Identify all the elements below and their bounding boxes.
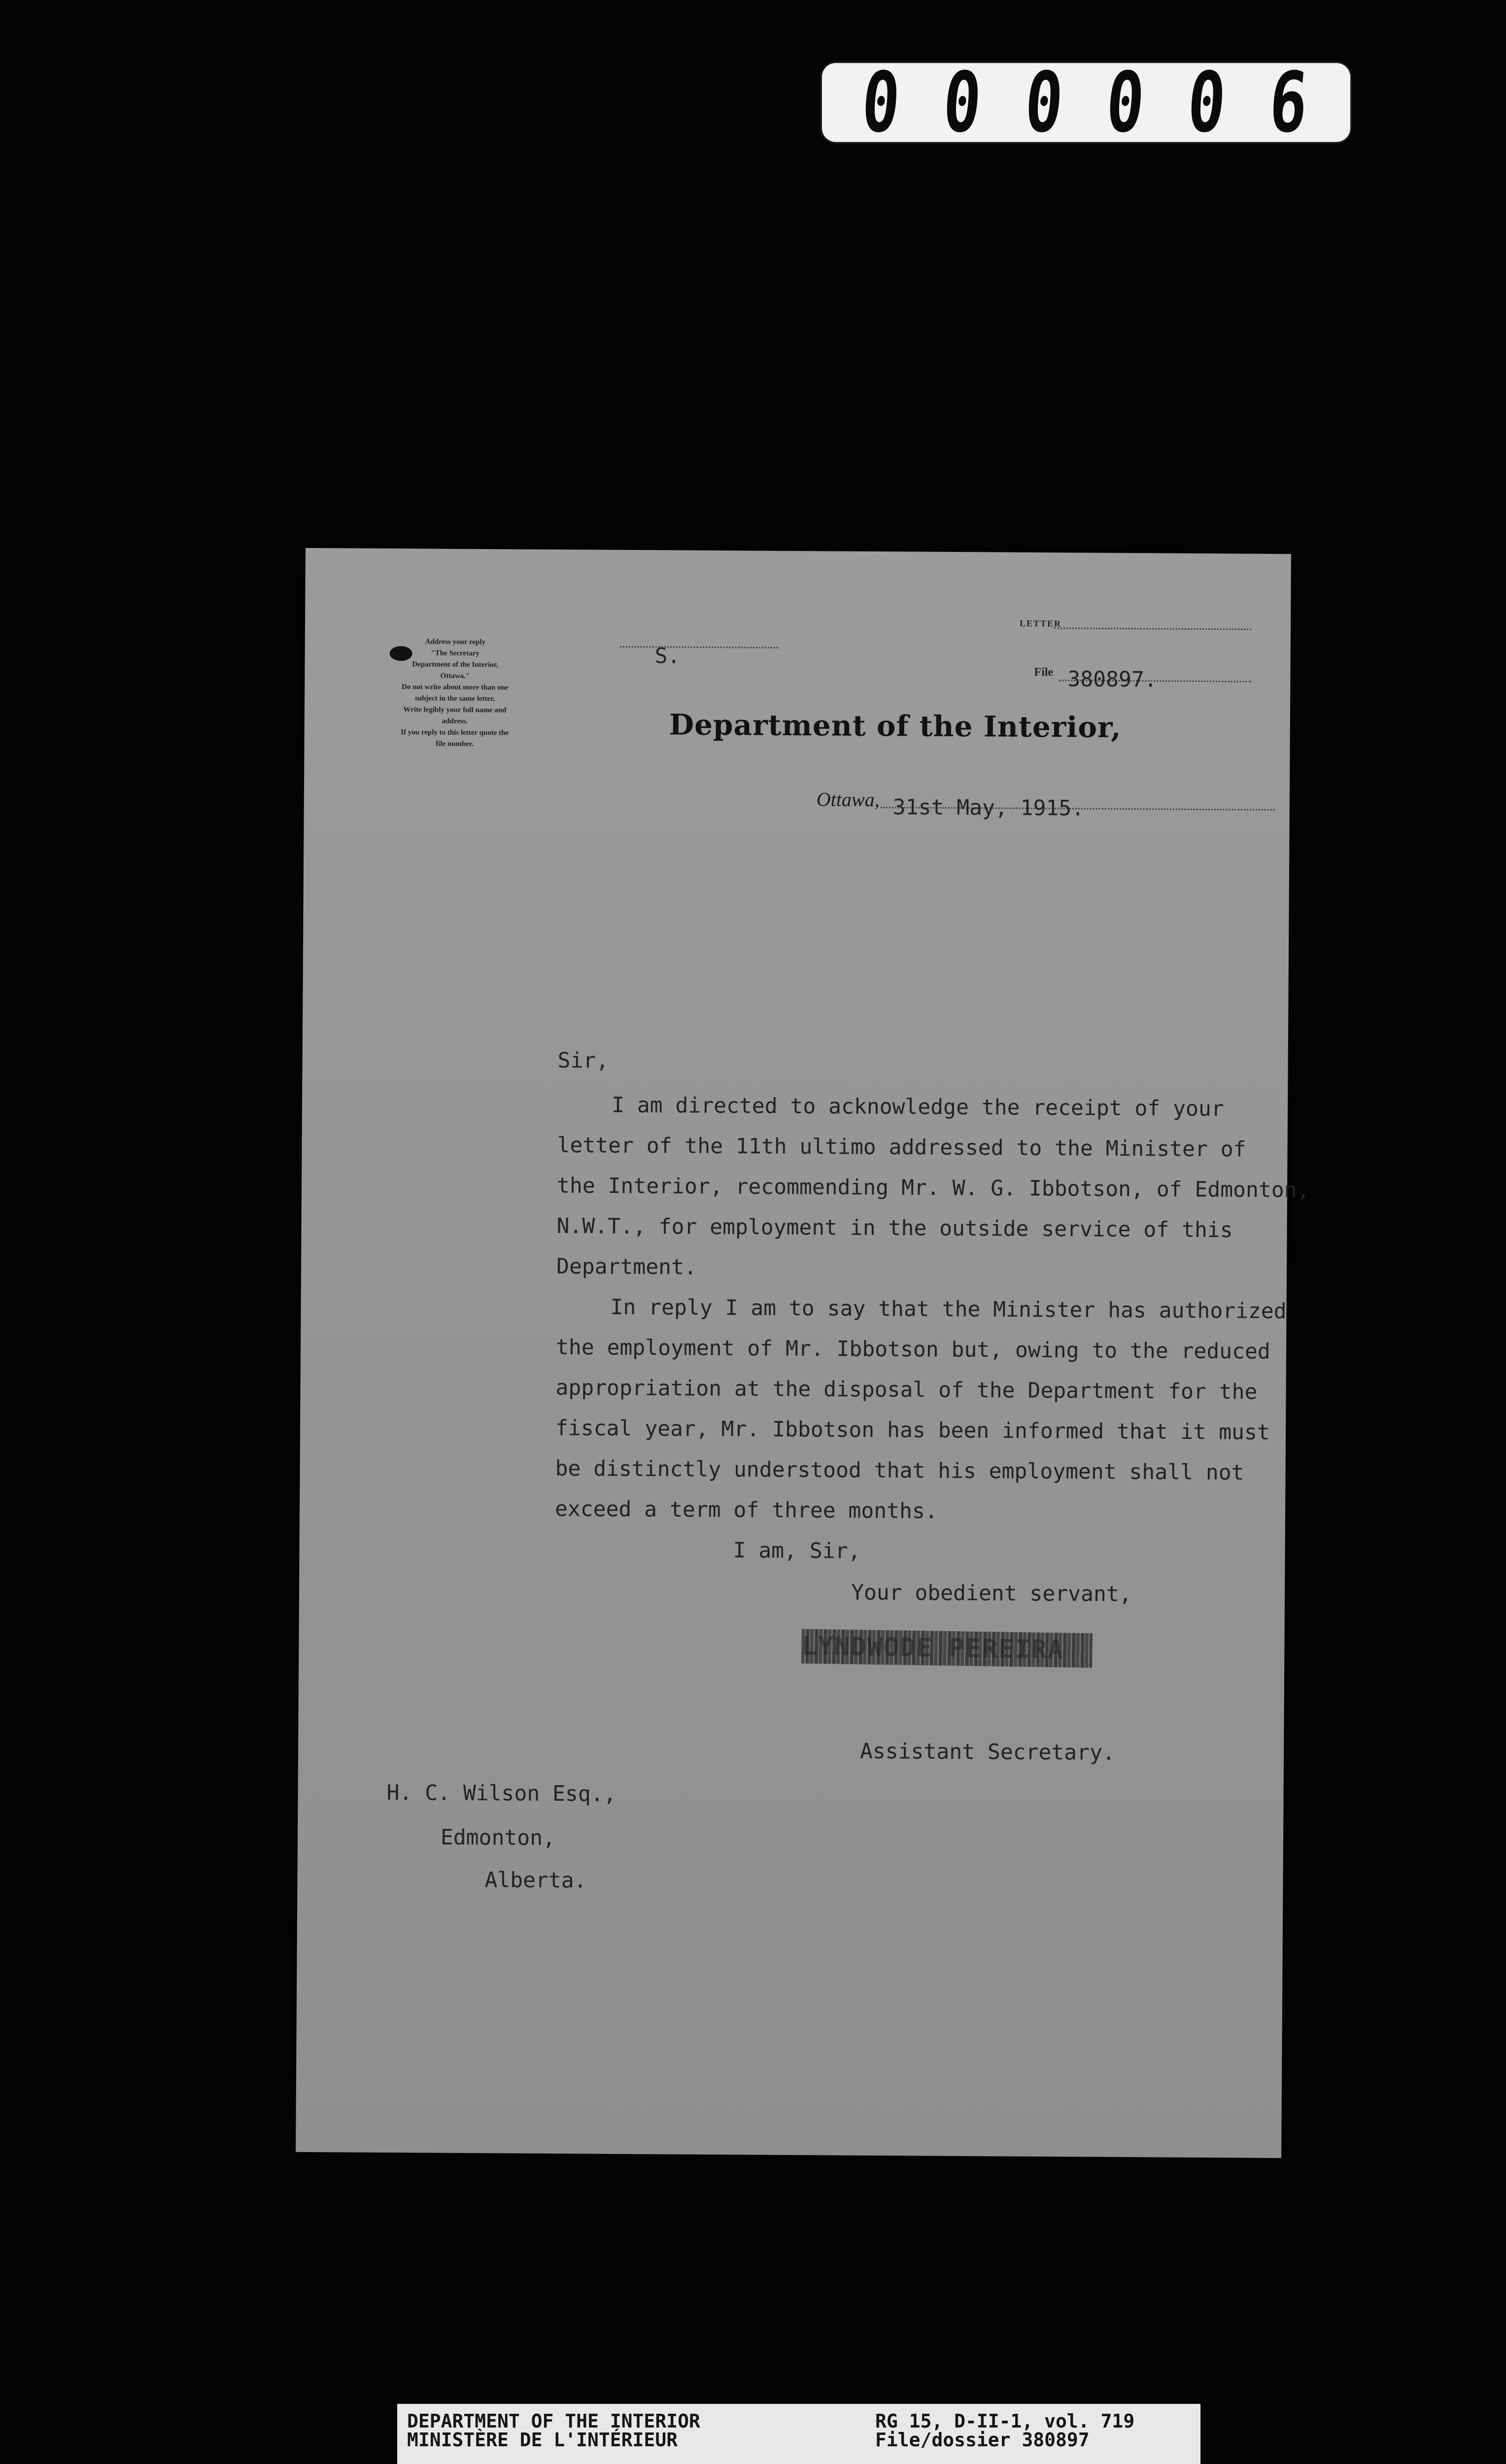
archive-dept-fr: MINISTÈRE DE L'INTÉRIEUR [407, 2429, 678, 2451]
reply-instruction: file number. [436, 740, 474, 749]
reply-instruction: If you reply to this letter quote the [401, 728, 509, 737]
letter-body [554, 1085, 1310, 1534]
body-line: fiscal year, Mr. Ibbotson has been informed that it must [555, 1416, 1270, 1445]
archive-file: File/dossier 380897 [875, 2429, 1090, 2451]
body-line: In reply I am to say that the Minister has authorized [610, 1295, 1287, 1324]
body-line: Department. [556, 1254, 697, 1280]
reply-instruction: Address your reply [425, 638, 486, 647]
reply-instruction: Department of the Interior, [412, 660, 498, 669]
file-label: File [1034, 665, 1054, 679]
file-number: 380897. [1067, 667, 1157, 692]
reply-instruction: Do not write about more than one [401, 683, 509, 692]
reply-instructions [373, 637, 536, 752]
signature-stamp [801, 1629, 1093, 1668]
body-line: the Interior, recommending Mr. W. G. Ibbotson, of Edmonton, [556, 1173, 1310, 1203]
body-line: appropriation at the disposal of the Department for the [555, 1375, 1258, 1404]
reply-instruction: Write legibly your full name and [403, 706, 507, 715]
s-dotted-line [620, 646, 778, 649]
frame-digit: 6 [1266, 54, 1314, 151]
salutation: Sir, [557, 1048, 609, 1073]
letter-date: 31st May, 1915. [892, 795, 1085, 821]
letter-label: LETTER [1019, 618, 1062, 629]
reply-instruction: "The Secretary [431, 649, 479, 658]
place-label: Ottawa, [816, 788, 880, 811]
reply-instruction: address. [442, 717, 468, 725]
closing-line: Your obedient servant, [851, 1580, 1132, 1607]
frame-counter [822, 54, 1350, 151]
frame-digit: 0 [940, 54, 988, 151]
reply-instruction: Ottawa." [440, 672, 470, 680]
frame-digit: 0 [1184, 54, 1232, 151]
frame-digit: 0 [1102, 54, 1151, 151]
closing-line: I am, Sir, [733, 1538, 861, 1564]
archive-reference-label [397, 2404, 1200, 2464]
frame-digit: 0 [1021, 54, 1069, 151]
body-line: letter of the 11th ultimo addressed to the Minister of [557, 1133, 1246, 1162]
frame-digit: 0 [858, 54, 907, 151]
addressee-name: H. C. Wilson Esq., [386, 1780, 616, 1807]
signature-name: LYNDWODE PEREIRA [801, 1631, 1064, 1665]
archive-dept-en: DEPARTMENT OF THE INTERIOR [407, 2410, 700, 2432]
body-line: I am directed to acknowledge the receipt of your [611, 1093, 1224, 1122]
signatory-title: Assistant Secretary. [859, 1739, 1115, 1766]
body-line: N.W.T., for employment in the outside service of this [556, 1214, 1233, 1243]
letter-dotted-line [1054, 627, 1251, 630]
body-line: the employment of Mr. Ibbotson but, owing to the reduced [555, 1335, 1270, 1364]
letter-sheet [296, 548, 1310, 2158]
body-line: exceed a term of three months. [554, 1497, 938, 1524]
s-mark: S. [654, 644, 681, 669]
archive-reference: RG 15, D-II-1, vol. 719 [875, 2410, 1135, 2432]
addressee-province: Alberta. [484, 1868, 587, 1893]
addressee-city: Edmonton, [440, 1825, 556, 1851]
department-heading: Department of the Interior, [669, 708, 1122, 745]
reply-instruction: subject in the same letter. [414, 694, 495, 703]
body-line: be distinctly understood that his employment shall not [555, 1456, 1244, 1485]
